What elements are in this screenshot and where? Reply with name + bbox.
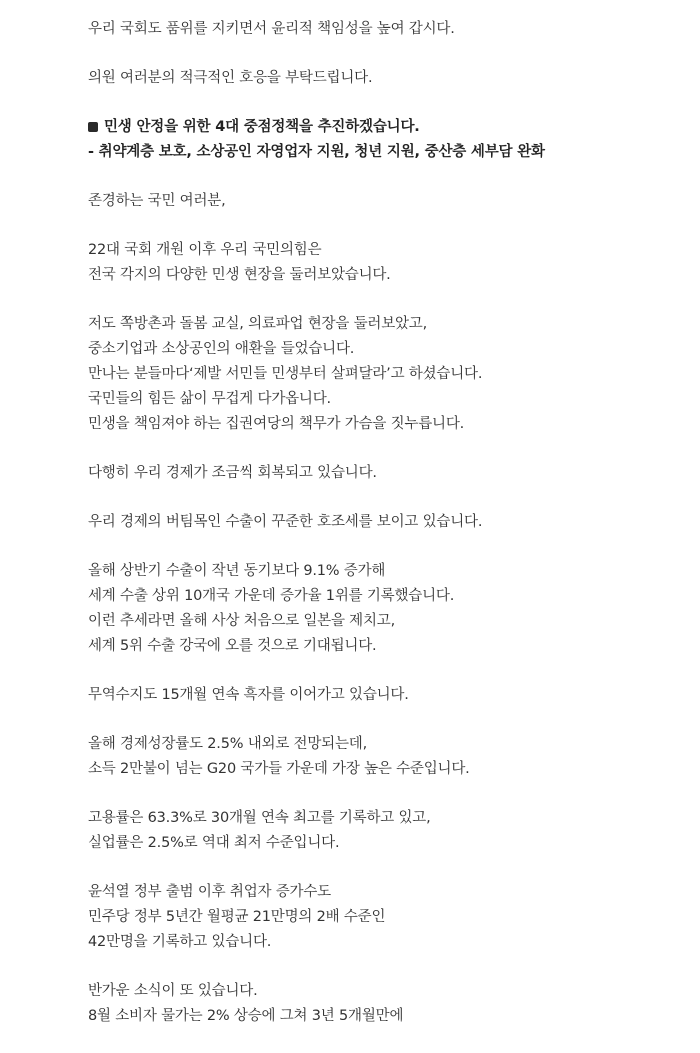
- paragraph: [88, 683, 688, 708]
- text-line: 실업률은 2.5%로 역대 최저 수준입니다.: [88, 835, 340, 851]
- text-line: 올해 상반기 수출이 작년 동기보다 9.1% 증가해: [88, 563, 386, 579]
- text-line: 세계 5위 수출 강국에 오를 것으로 기대됩니다.: [88, 638, 377, 654]
- paragraph: [88, 17, 688, 42]
- text-line: 윤석열 정부 출범 이후 취업자 증가수도: [88, 884, 331, 900]
- text-line: 국민들의 힘든 삶이 무겁게 다가옵니다.: [88, 391, 331, 407]
- heading-text: 민생 안정을 위한 4대 중점정책을 추진하겠습니다.: [104, 119, 420, 135]
- paragraph: [88, 312, 688, 437]
- text-line: 민주당 정부 5년간 월평균 21만명의 2배 수준인: [88, 909, 386, 925]
- text-line: 반가운 소식이 또 있습니다.: [88, 983, 258, 999]
- paragraph: [88, 461, 688, 486]
- text-line: 소득 2만불이 넘는 G20 국가들 가운데 가장 높은 수준입니다.: [88, 761, 470, 777]
- document-body: [88, 17, 688, 1053]
- text-line: 의원 여러분의 적극적인 호응을 부탁드립니다.: [88, 70, 373, 86]
- paragraph: [88, 189, 688, 214]
- text-line: 전국 각지의 다양한 민생 현장을 둘러보았습니다.: [88, 267, 391, 283]
- text-line: 저도 쪽방촌과 돌봄 교실, 의료파업 현장을 둘러보았고,: [88, 316, 428, 332]
- text-line: 42만명을 기록하고 있습니다.: [88, 934, 272, 950]
- text-line: 다행히 우리 경제가 조금씩 회복되고 있습니다.: [88, 465, 377, 481]
- text-line: 8월 소비자 물가는 2% 상승에 그쳐 3년 5개월만에: [88, 1008, 404, 1024]
- text-line: 올해 경제성장률도 2.5% 내외로 전망되는데,: [88, 736, 367, 752]
- text-line: 존경하는 국민 여러분,: [88, 193, 226, 209]
- text-line: 우리 경제의 버팀목인 수출이 꾸준한 호조세를 보이고 있습니다.: [88, 514, 483, 530]
- text-line: 이런 추세라면 올해 사상 처음으로 일본을 제치고,: [88, 613, 396, 629]
- text-line: 만나는 분들마다‘제발 서민들 민생부터 살펴달라’고 하셨습니다.: [88, 366, 483, 382]
- paragraph: [88, 880, 688, 955]
- heading-line: [88, 115, 688, 140]
- paragraph: [88, 66, 688, 91]
- paragraph: [88, 979, 688, 1029]
- text-line: 중소기업과 소상공인의 애환을 들었습니다.: [88, 341, 355, 357]
- paragraph: [88, 238, 688, 288]
- square-bullet-icon: [88, 122, 98, 132]
- heading-subline: - 취약계층 보호, 소상공인 자영업자 지원, 청년 지원, 중산층 세부담 완화: [88, 144, 545, 160]
- text-line: 민생을 책임져야 하는 집권여당의 책무가 가슴을 짓누릅니다.: [88, 416, 465, 432]
- paragraph: [88, 510, 688, 535]
- policy-heading: [88, 115, 688, 165]
- text-line: 22대 국회 개원 이후 우리 국민의힘은: [88, 242, 322, 258]
- text-line: 우리 국회도 품위를 지키면서 윤리적 책임성을 높여 갑시다.: [88, 21, 455, 37]
- paragraph: [88, 732, 688, 782]
- text-line: 무역수지도 15개월 연속 흑자를 이어가고 있습니다.: [88, 687, 409, 703]
- text-line: 고용률은 63.3%로 30개월 연속 최고를 기록하고 있고,: [88, 810, 431, 826]
- paragraph: [88, 806, 688, 856]
- paragraph: [88, 559, 688, 659]
- text-line: 세계 수출 상위 10개국 가운데 증가율 1위를 기록했습니다.: [88, 588, 455, 604]
